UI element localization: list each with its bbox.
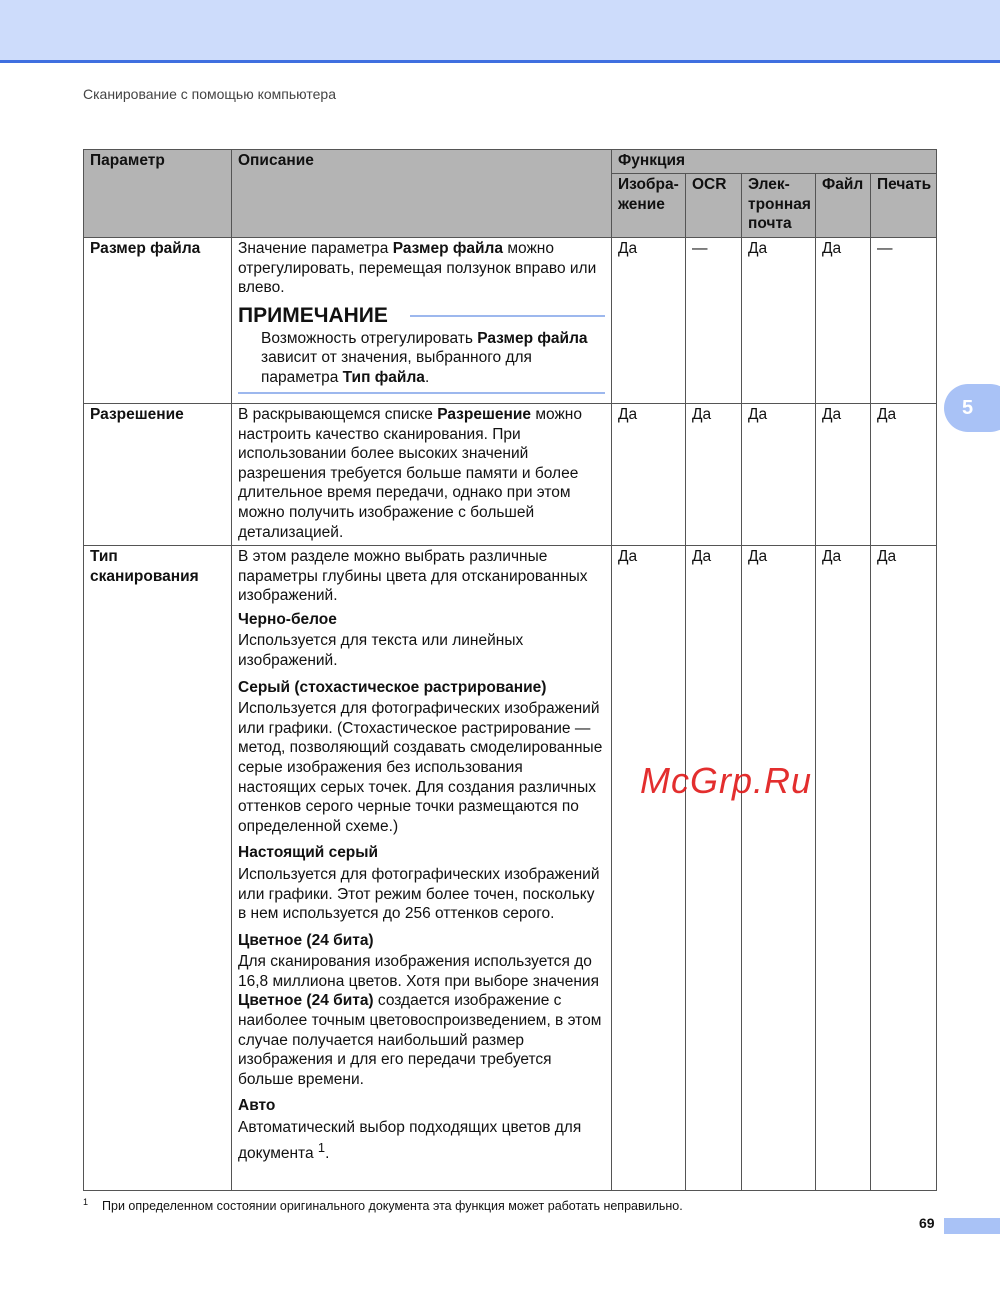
header-image: Изобра-жение xyxy=(612,174,686,238)
chapter-tab[interactable]: 5 xyxy=(944,384,1000,432)
subheading: Настоящий серый xyxy=(238,844,379,862)
desc-text xyxy=(238,239,605,298)
header-param: Параметр xyxy=(84,150,232,238)
footnote-text: При определенном состоянии оригинального документа эта функция может работать неправильно. xyxy=(102,1199,683,1214)
header-desc: Описание xyxy=(232,150,612,238)
header-file: Файл xyxy=(816,174,871,238)
value-cell: Да xyxy=(816,404,871,546)
table-row xyxy=(84,546,937,1191)
text: создается изображение с наиболее точным цветовоспроизведением, в этом случае получается наибольший размер изображения и для его передачи требуется больше времени. xyxy=(238,992,602,1088)
param-cell: Размер файла xyxy=(84,238,232,404)
text: зависит от значения, выбранного для параметра xyxy=(261,349,532,386)
bold-text: Размер файла xyxy=(477,329,588,347)
footnote xyxy=(83,1197,683,1213)
value-cell: Да xyxy=(686,546,742,1191)
value-cell: Да xyxy=(871,404,937,546)
parameters-table xyxy=(83,149,937,1191)
text: Используется для текста или линейных изображений. xyxy=(238,632,524,669)
desc-cell xyxy=(232,404,612,546)
text: . xyxy=(424,368,430,386)
page-number-bar xyxy=(944,1218,1000,1234)
text: Автоматический выбор подходящих цветов для документа xyxy=(238,1119,582,1162)
header-band xyxy=(0,0,1000,63)
text: . xyxy=(325,1144,330,1162)
value-cell: Да xyxy=(612,546,686,1191)
value-cell: Да xyxy=(871,546,937,1191)
divider xyxy=(410,315,605,317)
bold-text: Цветное (24 бита) xyxy=(238,992,374,1010)
text: Возможность отрегулировать xyxy=(261,329,478,347)
value-cell: Да xyxy=(742,404,816,546)
bold-text: Размер файла xyxy=(392,240,504,257)
table-row xyxy=(84,238,937,404)
divider xyxy=(238,392,605,394)
bold-text: Разрешение xyxy=(437,406,532,423)
page-number: 69 xyxy=(919,1215,935,1231)
text: В этом разделе можно выбрать различные параметры глубины цвета для отсканированных изображений. xyxy=(238,548,588,605)
footnote-ref[interactable]: 1 xyxy=(317,1139,326,1155)
value-cell: Да xyxy=(742,238,816,404)
desc-cell xyxy=(232,238,612,404)
watermark: McGrp.Ru xyxy=(640,760,813,801)
note-body xyxy=(238,329,605,388)
header-email: Элек-тронная почта xyxy=(742,174,816,238)
subheading: Цветное (24 бита) xyxy=(238,931,374,949)
text: Для сканирования изображения используется до 16,8 миллиона цветов. Хотя при выборе значения xyxy=(238,953,599,990)
text: Используется для фотографических изображений или графики. (Стохастическое растрирование — метод, позволяющий создавать смоделированные серые изображения без использования настоящих серых точек. Для создания различных оттенков серого черные точки размещаются по определенной схеме.) xyxy=(238,700,603,835)
subheading: Серый (стохастическое растрирование) xyxy=(238,678,547,696)
header-print: Печать xyxy=(871,174,937,238)
text xyxy=(238,952,605,1089)
text: можно отрегулировать, перемещая ползунок вправо или влево. xyxy=(238,240,597,297)
text: Используется для фотографических изображений или графики. Этот режим более точен, поскольку в нем используется до 256 оттенков серого. xyxy=(238,865,600,923)
value-cell: Да xyxy=(742,546,816,1191)
param-cell: Разрешение xyxy=(84,404,232,546)
note-title: ПРИМЕЧАНИЕ xyxy=(238,303,388,327)
value-cell: Да xyxy=(816,546,871,1191)
note-heading xyxy=(238,303,605,329)
text: Значение параметра xyxy=(238,240,393,257)
value-cell: Да xyxy=(612,404,686,546)
text xyxy=(238,1118,605,1163)
desc-cell xyxy=(232,546,612,1191)
param-cell: Тип сканирования xyxy=(84,546,232,1191)
footnote-mark: 1 xyxy=(83,1197,89,1207)
header-function: Функция xyxy=(612,150,937,174)
value-cell: Да xyxy=(686,404,742,546)
subheading: Авто xyxy=(238,1097,276,1115)
running-title: Сканирование с помощью компьютера xyxy=(83,86,336,102)
text: можно настроить качество сканирования. При использовании более высоких значений разрешения требуется больше памяти и более длительное время передачи, однако при этом можно получить изображение с большей детализацией. xyxy=(238,406,582,541)
text: В раскрывающемся списке xyxy=(238,406,438,423)
table-row xyxy=(84,404,937,546)
value-cell: Да xyxy=(816,238,871,404)
value-cell: — xyxy=(686,238,742,404)
value-cell: Да xyxy=(612,238,686,404)
value-cell: — xyxy=(871,238,937,404)
subheading: Черно-белое xyxy=(238,610,337,628)
header-ocr: OCR xyxy=(686,174,742,238)
bold-text: Тип файла xyxy=(342,368,425,386)
